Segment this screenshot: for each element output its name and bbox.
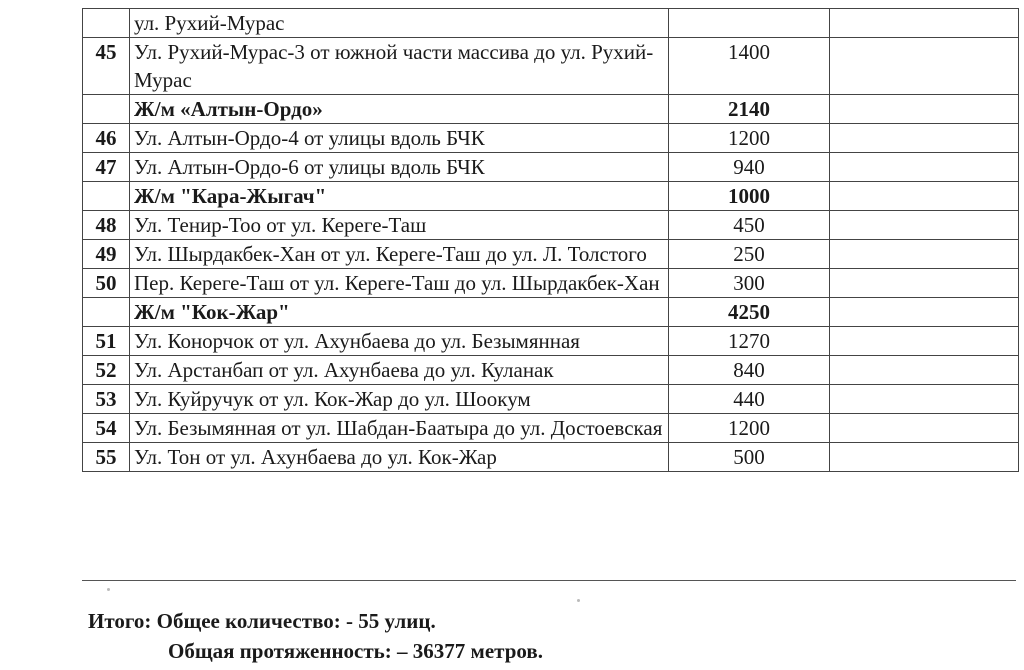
group-row — [83, 298, 1019, 327]
row-number: 52 — [83, 356, 130, 385]
table-row — [83, 38, 1019, 95]
row-number: 55 — [83, 443, 130, 472]
empty-column — [830, 153, 1019, 182]
table-row — [83, 269, 1019, 298]
table-row — [83, 385, 1019, 414]
length-meters: 840 — [669, 356, 830, 385]
row-number: 47 — [83, 153, 130, 182]
empty-column — [830, 414, 1019, 443]
table-row — [83, 211, 1019, 240]
table-row — [83, 356, 1019, 385]
empty-column — [830, 298, 1019, 327]
empty-column — [830, 95, 1019, 124]
length-meters: 1200 — [669, 414, 830, 443]
summary-total-count: Итого: Общее количество: - 55 улиц. — [88, 609, 436, 633]
street-description: Ул. Тон от ул. Ахунбаева до ул. Кок-Жар — [130, 443, 669, 472]
empty-column — [830, 211, 1019, 240]
row-number: 48 — [83, 211, 130, 240]
row-number: 53 — [83, 385, 130, 414]
length-meters: 440 — [669, 385, 830, 414]
table-bottom-rule — [82, 580, 1016, 581]
empty-column — [830, 240, 1019, 269]
table-row — [83, 240, 1019, 269]
table-row — [83, 443, 1019, 472]
length-meters: 300 — [669, 269, 830, 298]
length-meters: 1200 — [669, 124, 830, 153]
row-number — [83, 9, 130, 38]
length-meters: 1000 — [669, 182, 830, 211]
row-number — [83, 182, 130, 211]
table-row — [83, 9, 1019, 38]
empty-column — [830, 124, 1019, 153]
table-row — [83, 327, 1019, 356]
length-meters: 500 — [669, 443, 830, 472]
district-name: Ж/м "Кара-Жыгач" — [130, 182, 669, 211]
length-meters: 250 — [669, 240, 830, 269]
row-number — [83, 298, 130, 327]
group-row — [83, 182, 1019, 211]
district-name: Ж/м "Кок-Жар" — [130, 298, 669, 327]
row-number: 50 — [83, 269, 130, 298]
street-description: Ул. Алтын-Ордо-6 от улицы вдоль БЧК — [130, 153, 669, 182]
streets-table-body — [83, 9, 1019, 472]
length-meters: 450 — [669, 211, 830, 240]
row-number: 45 — [83, 38, 130, 95]
table-row — [83, 414, 1019, 443]
street-description: Ул. Алтын-Ордо-4 от улицы вдоль БЧК — [130, 124, 669, 153]
table-row — [83, 124, 1019, 153]
row-number: 54 — [83, 414, 130, 443]
empty-column — [830, 182, 1019, 211]
district-name: Ж/м «Алтын-Ордо» — [130, 95, 669, 124]
empty-column — [830, 38, 1019, 95]
row-number: 51 — [83, 327, 130, 356]
group-row — [83, 95, 1019, 124]
street-description: Ул. Рухий-Мурас-3 от южной части массива до ул. Рухий-Мурас — [130, 38, 669, 95]
summary-block — [88, 606, 543, 666]
table-row — [83, 153, 1019, 182]
length-meters: 1400 — [669, 38, 830, 95]
street-description: Ул. Куйручук от ул. Кок-Жар до ул. Шоокум — [130, 385, 669, 414]
summary-total-length: Общая протяженность: – 36377 метров. — [168, 639, 543, 663]
street-description: Ул. Безымянная от ул. Шабдан-Баатыра до ул. Достоевская — [130, 414, 669, 443]
row-number — [83, 95, 130, 124]
empty-column — [830, 443, 1019, 472]
street-description: ул. Рухий-Мурас — [130, 9, 669, 38]
row-number: 46 — [83, 124, 130, 153]
empty-column — [830, 269, 1019, 298]
street-description: Пер. Кереге-Таш от ул. Кереге-Таш до ул. Шырдакбек-Хан — [130, 269, 669, 298]
empty-column — [830, 356, 1019, 385]
length-meters: 940 — [669, 153, 830, 182]
scan-speck — [577, 599, 580, 602]
empty-column — [830, 385, 1019, 414]
scan-speck — [107, 588, 110, 591]
empty-column — [830, 327, 1019, 356]
length-meters: 4250 — [669, 298, 830, 327]
street-description: Ул. Арстанбап от ул. Ахунбаева до ул. Куланак — [130, 356, 669, 385]
length-meters — [669, 9, 830, 38]
street-description: Ул. Тенир-Тоо от ул. Кереге-Таш — [130, 211, 669, 240]
street-description: Ул. Шырдакбек-Хан от ул. Кереге-Таш до ул. Л. Толстого — [130, 240, 669, 269]
streets-table — [82, 8, 1019, 472]
length-meters: 2140 — [669, 95, 830, 124]
street-description: Ул. Конорчок от ул. Ахунбаева до ул. Безымянная — [130, 327, 669, 356]
row-number: 49 — [83, 240, 130, 269]
empty-column — [830, 9, 1019, 38]
length-meters: 1270 — [669, 327, 830, 356]
